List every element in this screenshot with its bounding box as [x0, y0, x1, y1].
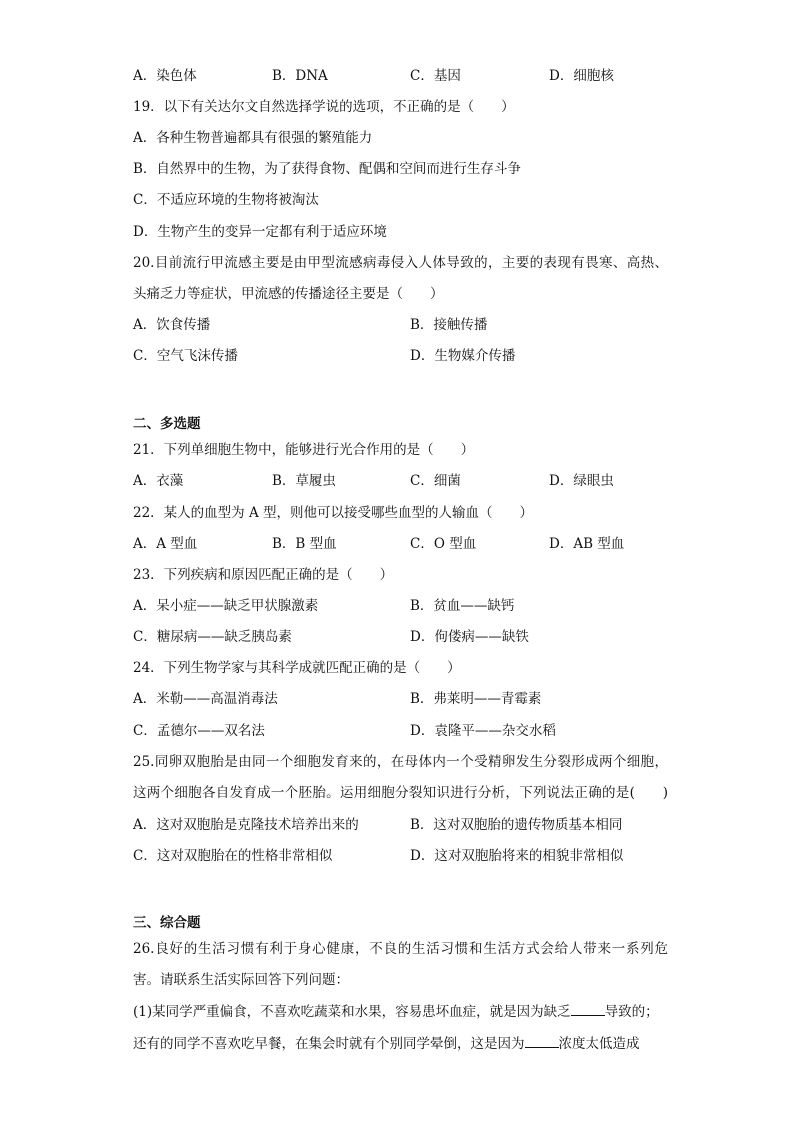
q22-option-b: B．B 型血: [272, 536, 337, 552]
q21-stem: 21．下列单细胞生物中，能够进行光合作用的是（ ）: [133, 442, 475, 458]
q25-stem-line2: 这两个细胞各自发育成一个胚胎。运用细胞分裂知识进行分析，下列说法正确的是( ): [133, 785, 668, 801]
section-title-comprehensive: 三、综合题: [133, 915, 201, 931]
q26-sub1-text-c: 还有的同学不喜欢吃早餐，在集会时就有个别同学晕倒，这是因为: [133, 1036, 525, 1052]
q24-stem: 24．下列生物学家与其科学成就匹配正确的是（ ）: [133, 660, 461, 676]
q22-option-a: A．A 型血: [133, 536, 198, 552]
q25-stem-line1: 25.同卵双胞胎是由同一个细胞发育来的，在母体内一个受精卵发生分裂形成两个细胞，: [133, 754, 668, 770]
q20-option-c: C．空气飞沫传播: [133, 348, 238, 364]
q18-option-b: B．DNA: [272, 68, 328, 84]
q26-sub1-line2: [133, 1033, 640, 1053]
q24-option-a: A．米勒——高温消毒法: [133, 691, 278, 707]
q19-option-b: B．自然界中的生物，为了获得食物、配偶和空间而进行生存斗争: [133, 161, 521, 177]
q22-option-d: D．AB 型血: [549, 536, 625, 552]
q20-option-d: D．生物媒介传播: [410, 348, 516, 364]
q24-option-b: B．弗莱明——青霉素: [410, 691, 542, 707]
q19-option-a: A．各种生物普遍都具有很强的繁殖能力: [133, 130, 373, 146]
q26-sub1-text-a: (1)某同学严重偏食，不喜欢吃蔬菜和水果，容易患坏血症，就是因为缺乏: [133, 1004, 571, 1020]
q20-stem-line1: 20.目前流行甲流感主要是由甲型流感病毒侵入人体导致的，主要的表现有畏寒、高热、: [133, 255, 668, 271]
q22-option-c: C．O 型血: [410, 536, 477, 552]
q23-option-c: C．糖尿病——缺乏胰岛素: [133, 629, 292, 645]
answer-blank-1[interactable]: [571, 1001, 605, 1016]
q23-stem: 23．下列疾病和原因匹配正确的是（ ）: [133, 567, 394, 583]
q18-option-d: D．细胞核: [549, 68, 614, 84]
q26-stem-line1: 26.良好的生活习惯有利于身心健康，不良的生活习惯和生活方式会给人带来一系列危: [133, 941, 668, 957]
q20-option-b: B．接触传播: [410, 317, 488, 333]
q25-option-d: D．这对双胞胎将来的相貌非常相似: [410, 848, 624, 864]
q20-option-a: A．饮食传播: [133, 317, 211, 333]
q21-option-d: D．绿眼虫: [549, 473, 614, 489]
q24-option-d: D．袁隆平——杂交水稻: [410, 723, 556, 739]
q26-stem-line2: 害。请联系生活实际回答下列问题：: [133, 972, 349, 988]
q25-option-b: B．这对双胞胎的遗传物质基本相同: [410, 817, 623, 833]
q26-sub1-text-b: 导致的；: [604, 1004, 659, 1020]
q19-stem: 19．以下有关达尔文自然选择学说的选项，不正确的是（ ）: [133, 99, 515, 115]
q23-option-b: B．贫血——缺钙: [410, 598, 515, 614]
q21-option-a: A．衣藻: [133, 473, 184, 489]
q23-option-a: A．呆小症——缺乏甲状腺激素: [133, 598, 319, 614]
q22-stem: 22．某人的血型为 A 型，则他可以接受哪些血型的人输血（ ）: [133, 505, 534, 521]
q24-option-c: C．孟德尔——双名法: [133, 723, 265, 739]
q18-option-c: C．基因: [410, 68, 461, 84]
q21-option-b: B．草履虫: [272, 473, 336, 489]
section-title-multiple-choice: 二、多选题: [133, 416, 201, 432]
q20-stem-line2: 头痛乏力等症状，甲流感的传播途径主要是（ ）: [133, 286, 444, 302]
q26-sub1-line1: [133, 1001, 659, 1021]
q25-option-a: A．这对双胞胎是克隆技术培养出来的: [133, 817, 359, 833]
q25-option-c: C．这对双胞胎在的性格非常相似: [133, 848, 333, 864]
q19-option-c: C．不适应环境的生物将被淘汰: [133, 192, 319, 208]
answer-blank-2[interactable]: [525, 1033, 559, 1048]
q19-option-d: D．生物产生的变异一定都有利于适应环境: [133, 224, 387, 240]
q23-option-d: D．佝偻病——缺铁: [410, 629, 529, 645]
q26-sub1-text-d: 浓度太低造成: [558, 1036, 640, 1052]
q21-option-c: C．细菌: [410, 473, 461, 489]
q18-option-a: A．染色体: [133, 68, 197, 84]
